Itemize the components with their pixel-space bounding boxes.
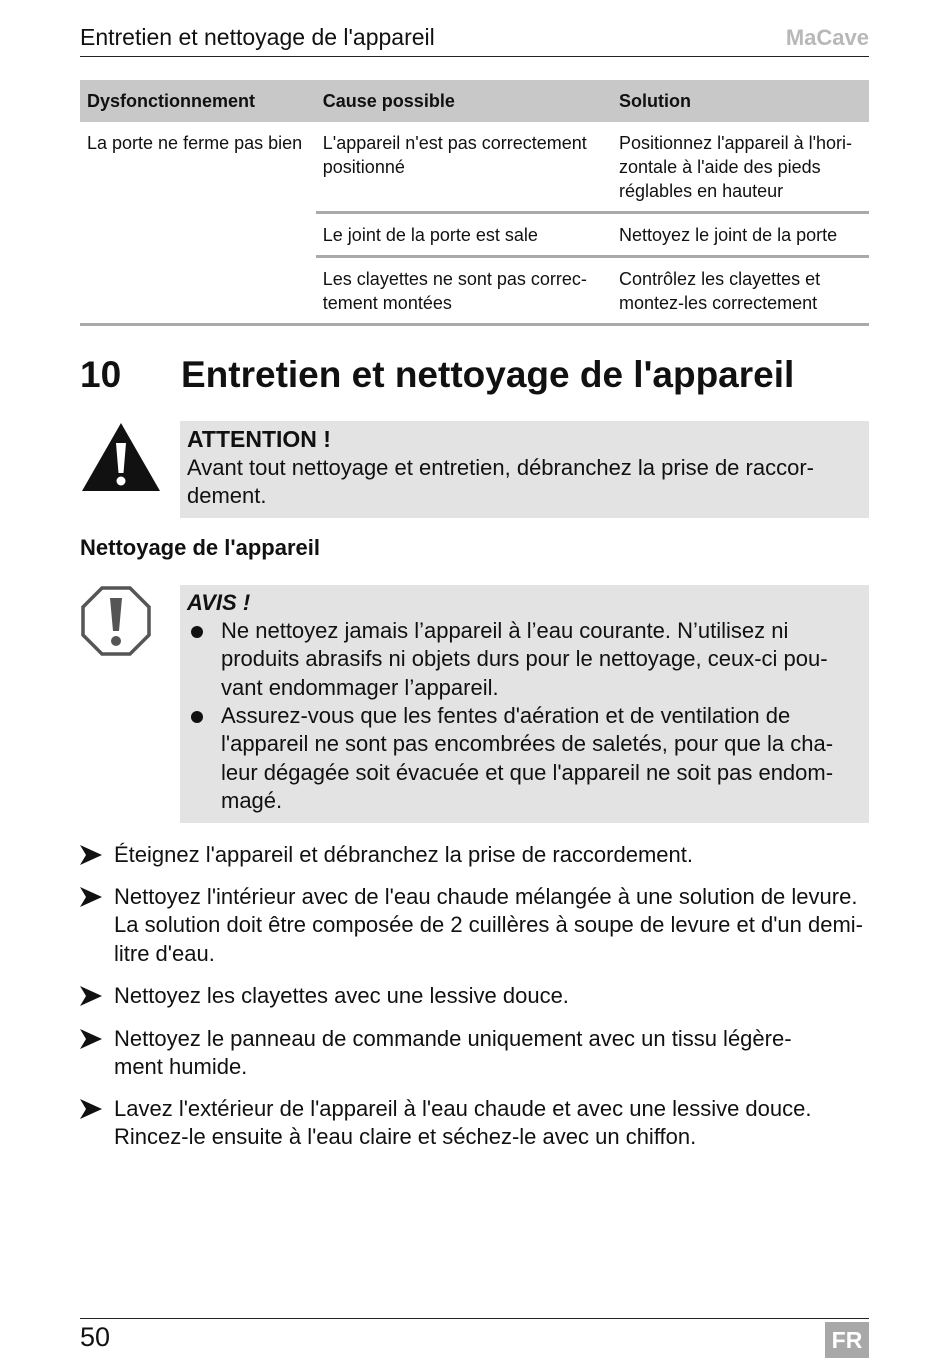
- bullet-dot-icon: [191, 626, 203, 638]
- notice-box: [180, 585, 869, 823]
- running-header-title: Entretien et nettoyage de l'appareil: [80, 24, 435, 50]
- arrowhead-icon: [80, 842, 102, 868]
- table-row: [80, 122, 869, 213]
- footer-rule: [80, 1318, 869, 1319]
- attention-text: Avant tout nettoyage et entretien, débranchez la prise de raccor- dement.: [187, 455, 814, 508]
- step-text: Nettoyez l'intérieur avec de l'eau chaude mélangée à une solution de levure. La solution doit être composée de 2 cuillères à soupe de levure et d'un demi-litre d'eau.: [114, 884, 863, 966]
- problem-cell: La porte ne ferme pas bien: [80, 122, 316, 325]
- solution-cell: Contrôlez les clayettes et montez-les correctement: [612, 257, 869, 325]
- step-text: Nettoyez les clayettes avec une lessive douce.: [114, 983, 569, 1008]
- arrowhead-icon: [80, 1026, 102, 1052]
- step-text: Lavez l'extérieur de l'appareil à l'eau chaude et avec une lessive douce. Rincez-le ensuite à l'eau claire et séchez-le avec un chiffon.: [114, 1096, 812, 1150]
- notice-bullet-text: Ne nettoyez jamais l’appareil à l’eau courante. N’utilisez ni produits abrasifs ni objets durs pour le nettoyage, ceux-ci pou- vant endommager l’appareil.: [221, 618, 828, 700]
- solution-cell: Nettoyez le joint de la porte: [612, 213, 869, 257]
- language-badge: FR: [825, 1322, 869, 1358]
- bullet-dot-icon: [191, 711, 203, 723]
- troubleshooting-table: [80, 80, 869, 326]
- notice-title: AVIS !: [187, 590, 251, 615]
- chapter-title: Entretien et nettoyage de l'appareil: [181, 354, 795, 395]
- cause-cell: L'appareil n'est pas correctement positionné: [322, 133, 587, 177]
- section-subheading: Nettoyage de l'appareil: [80, 535, 320, 560]
- column-header: Cause possible: [316, 80, 612, 122]
- step-text: Éteignez l'appareil et débranchez la prise de raccordement.: [114, 842, 693, 867]
- arrowhead-icon: [80, 983, 102, 1009]
- table-header-row: [80, 80, 869, 122]
- column-header: Solution: [612, 80, 869, 122]
- chapter-number: 10: [80, 354, 122, 395]
- attention-box: [180, 421, 869, 518]
- cause-cell: Les clayettes ne sont pas correc- tement montées: [316, 257, 612, 325]
- arrowhead-icon: [80, 884, 102, 910]
- brand-name: MaCave: [785, 25, 869, 50]
- cause-cell: Le joint de la porte est sale: [316, 213, 612, 257]
- warning-triangle-icon: [80, 421, 162, 493]
- notice-bullet-text: Assurez-vous que les fentes d'aération et de ventilation de l'appareil ne sont pas encombrées de saletés, pour que la cha- leur dégagée soit évacuée et que l'appareil ne soit pas endom- magé.: [221, 703, 834, 813]
- arrowhead-icon: [80, 1096, 102, 1122]
- attention-title: ATTENTION !: [187, 426, 331, 452]
- running-header: [80, 24, 869, 57]
- step-text: Nettoyez le panneau de commande uniquement avec un tissu légère- ment humide.: [114, 1026, 792, 1080]
- notice-octagon-icon: [80, 585, 152, 657]
- solution-cell: Positionnez l'appareil à l'hori- zontale à l'aide des pieds réglables en hauteur: [619, 133, 853, 201]
- page-number: 50: [80, 1322, 111, 1352]
- column-header: Dysfonctionnement: [80, 80, 316, 122]
